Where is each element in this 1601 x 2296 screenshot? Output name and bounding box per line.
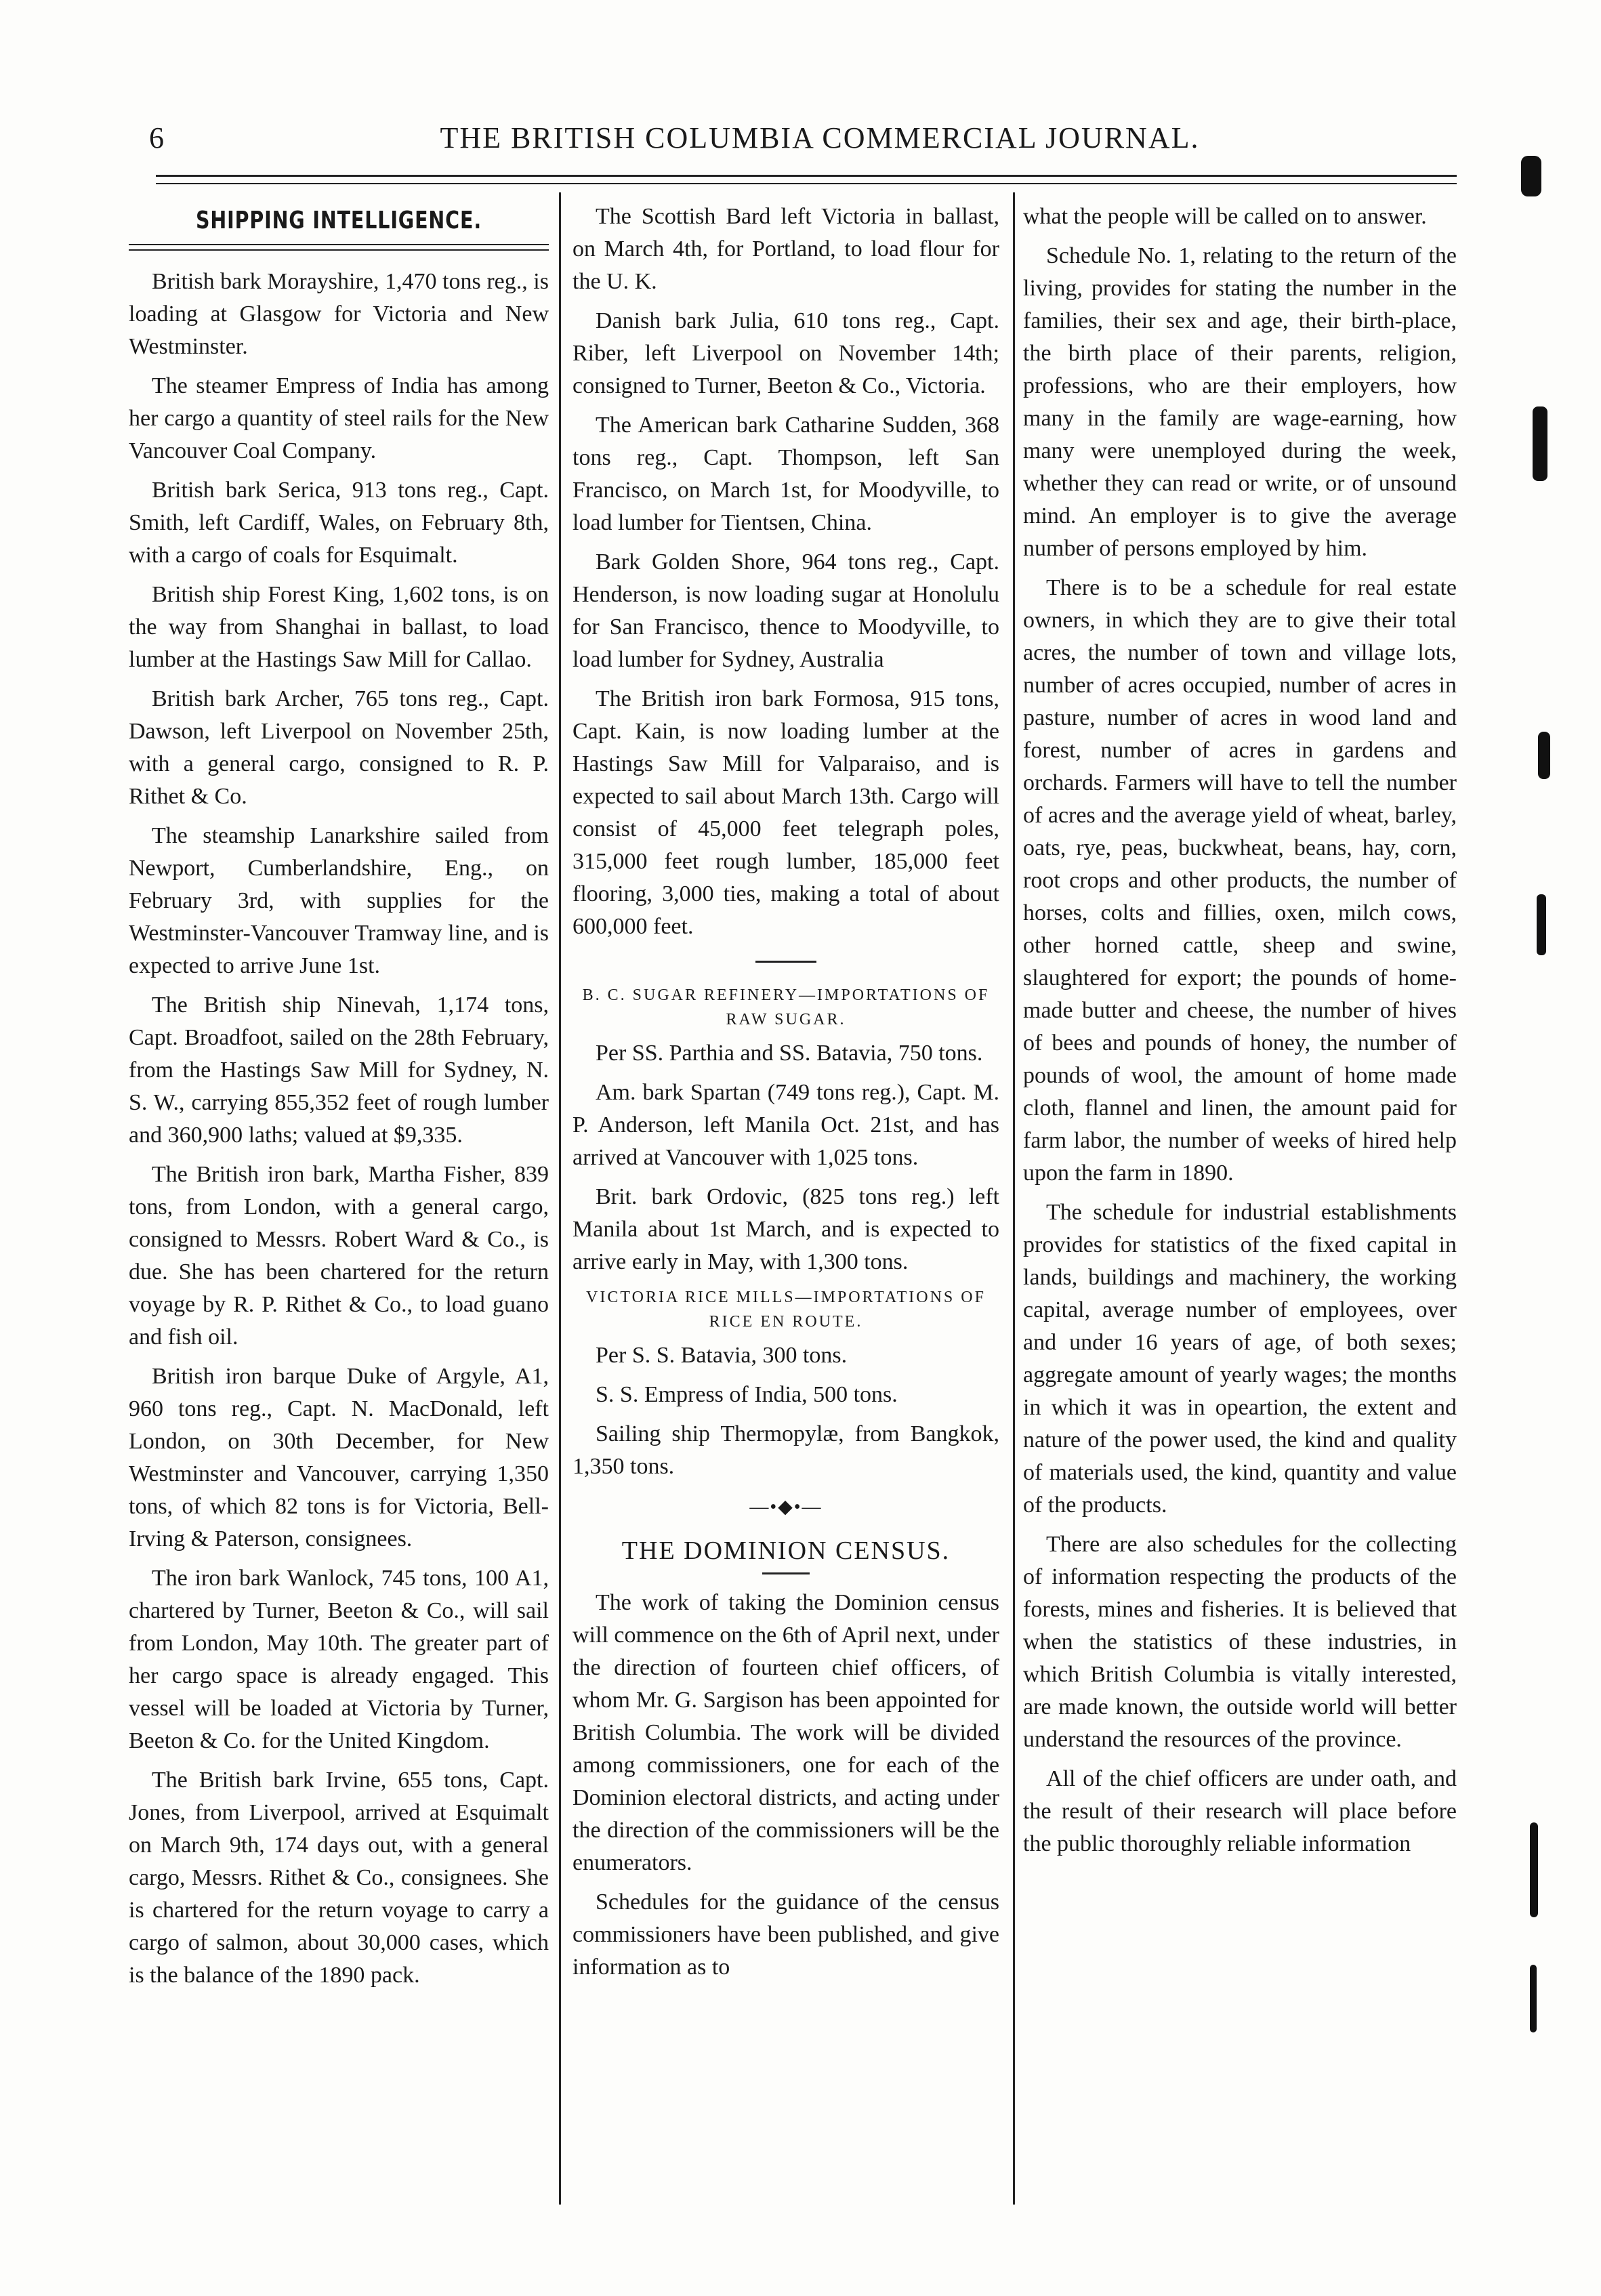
rice-heading: VICTORIA RICE MILLS—IMPORTATIONS OF RICE EN ROUTE. — [586, 1289, 986, 1331]
header-rule-bottom — [156, 183, 1457, 184]
article-paragraph: Schedule No. 1, relating to the return of the living, provides for stating the number in the families, their sex and age, their birth-place, the birth place of their parents, religion, professions, who are their employers, how many in the family are wage-earning, how many were unemployed during the week, whether they can read or write, or of unsound mind. An employer is to give the average number of persons employed by him. — [1023, 243, 1457, 561]
article-paragraph: British bark Morayshire, 1,470 tons reg., is loading at Glasgow for Victoria and New Westminster. — [129, 269, 549, 359]
article-paragraph: Sailing ship Thermopylæ, from Bangkok, 1,350 tons. — [573, 1421, 999, 1479]
article-paragraph: British bark Archer, 765 tons reg., Capt. Dawson, left Liverpool on November 25th, with a general cargo, consigned to R. P. Rithet & Co. — [129, 686, 549, 809]
article-paragraph: Per SS. Parthia and SS. Batavia, 750 tons. — [596, 1041, 983, 1066]
article-paragraph: The British iron bark, Martha Fisher, 839 tons, from London, with a general cargo, consigned to Messrs. Robert Ward & Co., is due. She has been chartered for the return voyage by R. P. Rithet & Co., to load guano and fish oil. — [129, 1162, 549, 1350]
article-paragraph: The steamship Lanarkshire sailed from Newport, Cumberlandshire, Eng., on February 3rd, with supplies for the Westminster-Vancouver Tramway line, and is expected to arrive June 1st. — [129, 823, 549, 978]
column-divider-left — [559, 192, 561, 2205]
article-paragraph: Bark Golden Shore, 964 tons reg., Capt. Henderson, is now loading sugar at Honolulu for San Francisco, thence to Moodyville, to load lumber for Sydney, Australia — [573, 549, 999, 672]
column-middle — [573, 201, 999, 1990]
article-paragraph: The iron bark Wanlock, 745 tons, 100 A1, chartered by Turner, Beeton & Co., will sail from London, May 10th. The greater part of her cargo space is already engaged. This vessel will be loaded at Victoria by Turner, Beeton & Co. for the United Kingdom. — [129, 1566, 549, 1753]
article-paragraph: Per S. S. Batavia, 300 tons. — [596, 1343, 848, 1368]
census-heading: THE DOMINION CENSUS. — [621, 1537, 951, 1565]
header-rule-top — [156, 175, 1457, 177]
article-paragraph: The schedule for industrial establishments provides for statistics of the fixed capital in lands, buildings and machinery, the working capital, average number of employees, over and under 16 years of age, of both sexes; aggregate amount of yearly wages; the months in which it was in opeartion, the extent and nature of the power used, the kind and quality of materials used, the kind, quantity and value of the products. — [1023, 1200, 1457, 1518]
article-paragraph: There are also schedules for the collecting of information respecting the products of the forests, mines and fisheries. It is believed that when the statistics of these industries, in which British Columbia is vitally interested, are made known, the outside world will better understand the resources of the province. — [1023, 1532, 1457, 1752]
running-head: THE BRITISH COLUMBIA COMMERCIAL JOURNAL. — [440, 121, 1200, 154]
article-paragraph: what the people will be called on to answer. — [1023, 204, 1427, 229]
article-paragraph: The Scottish Bard left Victoria in ballast, on March 4th, for Portland, to load flour for the U. K. — [573, 204, 999, 294]
article-paragraph: There is to be a schedule for real estate owners, in which they are to give their total acres, the number of town and village lots, number of acres occupied, number of acres in pasture, number of acres in wood land and forest, number of acres in gardens and orchards. Farmers will have to tell the number of acres and the average yield of wheat, barley, oats, rye, peas, buckwheat, beans, hay, corn, root crops and other products, the number of horses, colts and fillies, oxen, milch cows, other horned cattle, sheep and swine, slaughtered for export; the pounds of home-made butter and cheese, the number of hives of bees and pounds of honey, the number of pounds of wool, the amount of home made cloth, flannel and linen, the amount paid for farm labor, the number of weeks of hired help upon the farm in 1890. — [1023, 575, 1457, 1186]
article-paragraph: The British iron bark Formosa, 915 tons, Capt. Kain, is now loading lumber at the Hastings Saw Mill for Valparaiso, and is expected to sail about March 13th. Cargo will consist of 45,000 feet telegraph poles, 315,000 feet rough lumber, 185,000 feet flooring, 3,000 ties, making a total of about 600,000 feet. — [573, 686, 999, 939]
article-paragraph: All of the chief officers are under oath, and the result of their research will place before the public thoroughly reliable information — [1023, 1766, 1457, 1856]
column-shipping — [129, 201, 549, 1999]
article-paragraph: Schedules for the guidance of the census commissioners have been published, and give information as to — [573, 1890, 999, 1980]
article-paragraph: The American bark Catharine Sudden, 368 tons reg., Capt. Thompson, left San Francisco, on March 1st, for Moodyville, to load lumber for Tientsen, China. — [573, 413, 999, 535]
short-rule — [755, 961, 816, 963]
column-divider-right — [1013, 192, 1015, 2205]
article-paragraph: The work of taking the Dominion census will commence on the 6th of April next, under the direction of fourteen chief officers, of whom Mr. G. Sargison has been appointed for British Columbia. The work will be divided among commissioners, one for each of the Dominion electoral districts, and acting under the direction of the commissioners will be the enumerators. — [573, 1590, 999, 1875]
sugar-heading: B. C. SUGAR REFINERY—IMPORTATIONS OF RAW SUGAR. — [582, 986, 990, 1028]
article-paragraph: British bark Serica, 913 tons reg., Capt. Smith, left Cardiff, Wales, on February 8th, with a cargo of coals for Esquimalt. — [129, 478, 549, 568]
article-paragraph: Danish bark Julia, 610 tons reg., Capt. Riber, left Liverpool on November 14th; consigned to Turner, Beeton & Co., Victoria. — [573, 308, 999, 398]
article-paragraph: S. S. Empress of India, 500 tons. — [596, 1382, 898, 1407]
double-rule — [129, 244, 549, 251]
article-paragraph: The British ship Ninevah, 1,174 tons, Capt. Broadfoot, sailed on the 28th February, from the Hastings Saw Mill for Sydney, N. S. W., carrying 855,352 feet of rough lumber and 360,900 laths; valued at $9,335. — [129, 993, 549, 1148]
article-paragraph: British ship Forest King, 1,602 tons, is on the way from Shanghai in ballast, to load lumber at the Hastings Saw Mill for Callao. — [129, 582, 549, 672]
article-paragraph: Am. bark Spartan (749 tons reg.), Capt. M. P. Anderson, left Manila Oct. 21st, and has arrived at Vancouver with 1,025 tons. — [573, 1080, 999, 1170]
ornament-divider: —•◆•— — [749, 1497, 823, 1518]
section-heading-shipping: SHIPPING INTELLIGENCE. — [195, 207, 482, 234]
short-rule — [762, 1572, 810, 1574]
article-paragraph: British iron barque Duke of Argyle, A1, 960 tons reg., Capt. N. MacDonald, left London, on 30th December, for New Westminster and Vancouver, carrying 1,350 tons, of which 82 tons is for Victoria, Bell-Irving & Paterson, consignees. — [129, 1364, 549, 1551]
column-census — [1023, 201, 1457, 1867]
article-paragraph: The British bark Irvine, 655 tons, Capt. Jones, from Liverpool, arrived at Esquimalt on March 9th, 174 days out, with a general cargo, Messrs. Rithet & Co., consignees. She is chartered for the return voyage to carry a cargo of salmon, about 30,000 cases, which is the balance of the 1890 pack. — [129, 1768, 549, 1988]
article-paragraph: Brit. bark Ordovic, (825 tons reg.) left Manila about 1st March, and is expected to arrive early in May, with 1,300 tons. — [573, 1184, 999, 1274]
article-paragraph: The steamer Empress of India has among her cargo a quantity of steel rails for the New Vancouver Coal Company. — [129, 373, 549, 463]
page-number: 6 — [149, 121, 164, 154]
